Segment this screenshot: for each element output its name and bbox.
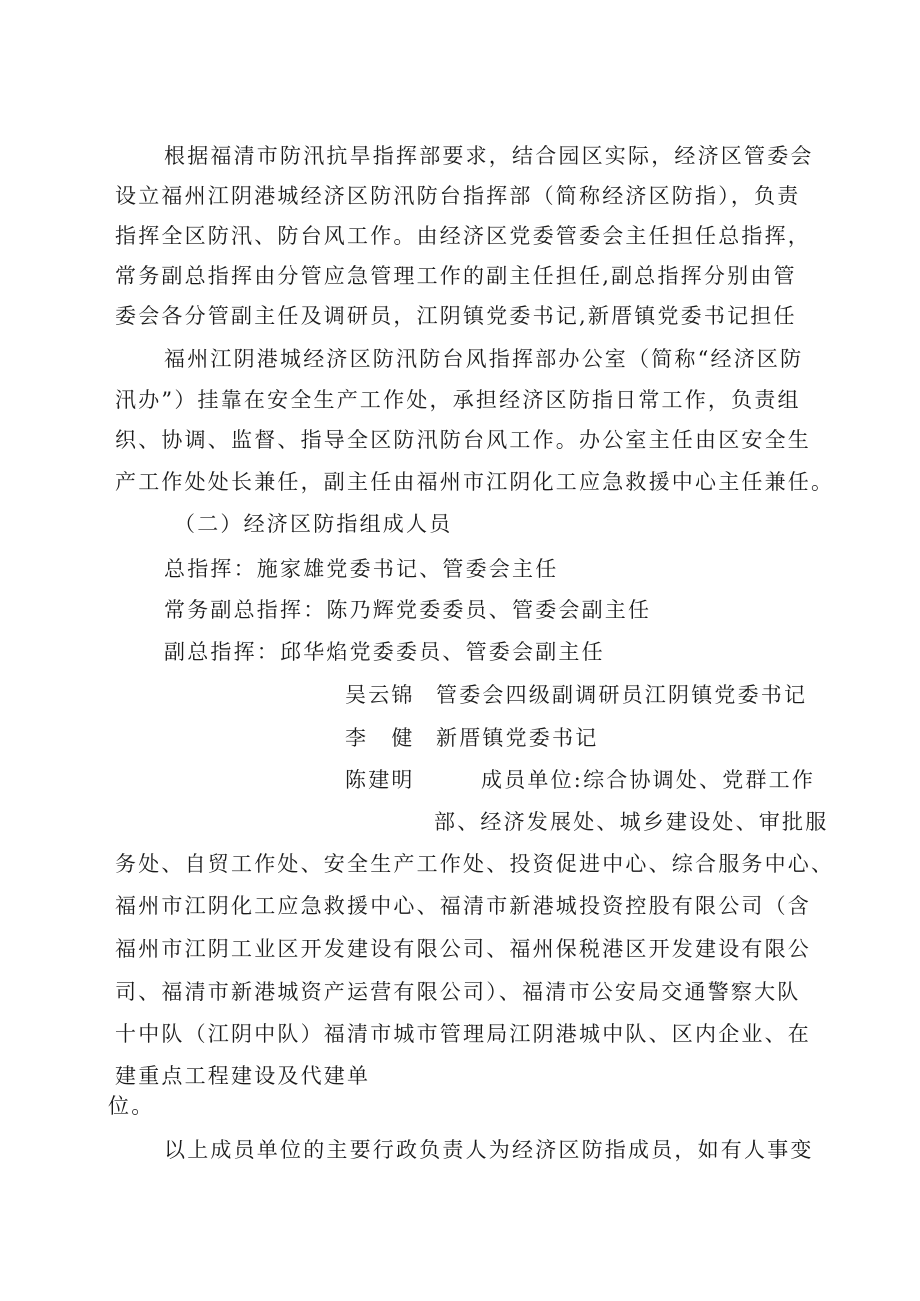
- member-units-line: 司、福清市新港城资产运营有限公司）、福清市公安局交通警察大队: [115, 980, 801, 1004]
- member-units-line: 务处、自贸工作处、安全生产工作处、投资促进中心、综合服务中心、: [115, 852, 835, 876]
- deputy-title: 新厝镇党委书记: [436, 726, 599, 750]
- paragraph-line: 以上成员单位的主要行政负责人为经济区防指成员，如有人事变: [164, 1138, 814, 1162]
- paragraph-line: 设立福州江阴港城经济区防汛防台指挥部（简称经济区防指），负责: [115, 184, 801, 208]
- commander-line: 总指挥：施家雄党委书记、管委会主任: [164, 557, 559, 581]
- deputy-name: 吴云锦: [345, 683, 415, 707]
- deputy-title: 管委会四级副调研员江阴镇党委书记: [436, 683, 808, 707]
- member-units-line: 十中队（江阴中队）福清市城市管理局江阴港城中队、区内企业、在: [115, 1022, 811, 1046]
- paragraph-line: 常务副总指挥由分管应急管理工作的副主任担任,副总指挥分别由管: [115, 264, 797, 288]
- paragraph-line: 织、协调、监督、指导全区防汛防台风工作。办公室主任由区安全生: [115, 428, 811, 452]
- executive-deputy-line: 常务副总指挥：陈乃辉党委委员、管委会副主任: [164, 598, 652, 622]
- deputy-name: 李 健: [345, 726, 415, 750]
- deputy-title: 成员单位:综合协调处、党群工作: [481, 768, 816, 792]
- paragraph-line: 汛办”）挂靠在安全生产工作处，承担经济区防指日常工作，负责组: [115, 388, 801, 412]
- paragraph-line: 委会各分管副主任及调研员，江阴镇党委书记,新厝镇党委书记担任: [115, 304, 797, 328]
- member-units-line: 福州市江阴工业区开发建设有限公司、福州保税港区开发建设有限公: [115, 937, 811, 961]
- paragraph-line: 根据福清市防汛抗旱指挥部要求，结合园区实际，经济区管委会: [164, 144, 814, 168]
- member-units-line: 福州市江阴化工应急救援中心、福清市新港城投资控股有限公司（含: [115, 894, 811, 918]
- deputy-name: 陈建明: [345, 768, 415, 792]
- member-units-line: 位。: [108, 1094, 155, 1118]
- paragraph-line: 产工作处处长兼任，副主任由福州市江阴化工应急救援中心主任兼任。: [115, 470, 835, 494]
- member-units-line: 建重点工程建设及代建单: [115, 1064, 371, 1088]
- deputy-line: 副总指挥：邱华焰党委委员、管委会副主任: [164, 640, 605, 664]
- paragraph-line: 指挥全区防汛、防台风工作。由经济区党委管委会主任担任总指挥，: [115, 224, 811, 248]
- section-heading: （二）经济区防指组成人员: [174, 512, 453, 536]
- member-units-line: 部、经济发展处、城乡建设处、审批服: [434, 810, 829, 834]
- paragraph-line: 福州江阴港城经济区防汛防台风指挥部办公室（简称“经济区防: [164, 347, 804, 371]
